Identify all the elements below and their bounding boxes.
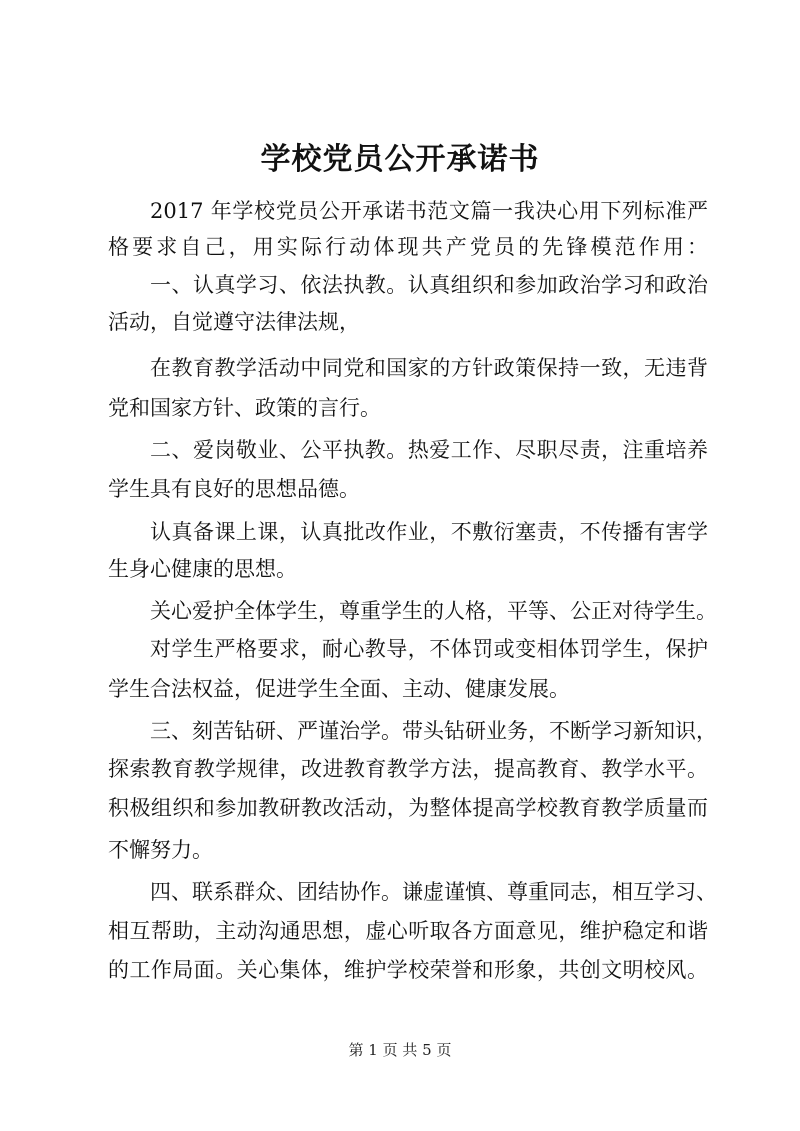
body-line: 相互帮助，主动沟通思想，虚心听取各方面意见，维护稳定和谐 [108,919,708,943]
body-line: 2017 年学校党员公开承诺书范文篇一我决心用下列标准严 [150,199,708,223]
body-line: 学生具有良好的思想品德。 [108,477,360,501]
document-title: 学校党员公开承诺书 [260,142,540,177]
body-line: 活动，自觉遵守法律法规， [108,310,360,334]
body-line: 积极组织和参加教研教改活动，为整体提高学校教育教学质量而 [108,796,708,820]
body-line: 四、联系群众、团结协作。谦虚谨慎、尊重同志，相互学习、 [150,880,717,904]
body-line: 生身心健康的思想。 [108,557,297,581]
page-number-footer: 第 1 页 共 5 页 [348,1041,452,1059]
body-line: 格要求自己，用实际行动体现共产党员的先锋模范作用： [108,235,708,259]
body-line: 的工作局面。关心集体，维护学校荣誉和形象，共创文明校风。 [108,958,708,982]
body-line: 关心爱护全体学生，尊重学生的人格，平等、公正对待学生。 [150,599,717,623]
body-line: 党和国家方针、政策的言行。 [108,396,381,420]
body-line: 不懈努力。 [108,838,213,862]
body-line: 在教育教学活动中同党和国家的方针政策保持一致，无违背 [150,356,708,380]
body-line: 三、刻苦钻研、严谨治学。带头钻研业务，不断学习新知识， [150,719,717,743]
body-line: 探索教育教学规律，改进教育教学方法，提高教育、教学水平。 [108,757,708,781]
body-line: 一、认真学习、依法执教。认真组织和参加政治学习和政治 [150,273,708,297]
body-line: 二、爱岗敬业、公平执教。热爱工作、尽职尽责，注重培养 [150,438,708,462]
body-line: 学生合法权益，促进学生全面、主动、健康发展。 [108,677,570,701]
body-line: 对学生严格要求，耐心教导，不体罚或变相体罚学生，保护 [150,637,708,661]
body-line: 认真备课上课，认真批改作业，不敷衍塞责，不传播有害学 [150,520,708,544]
